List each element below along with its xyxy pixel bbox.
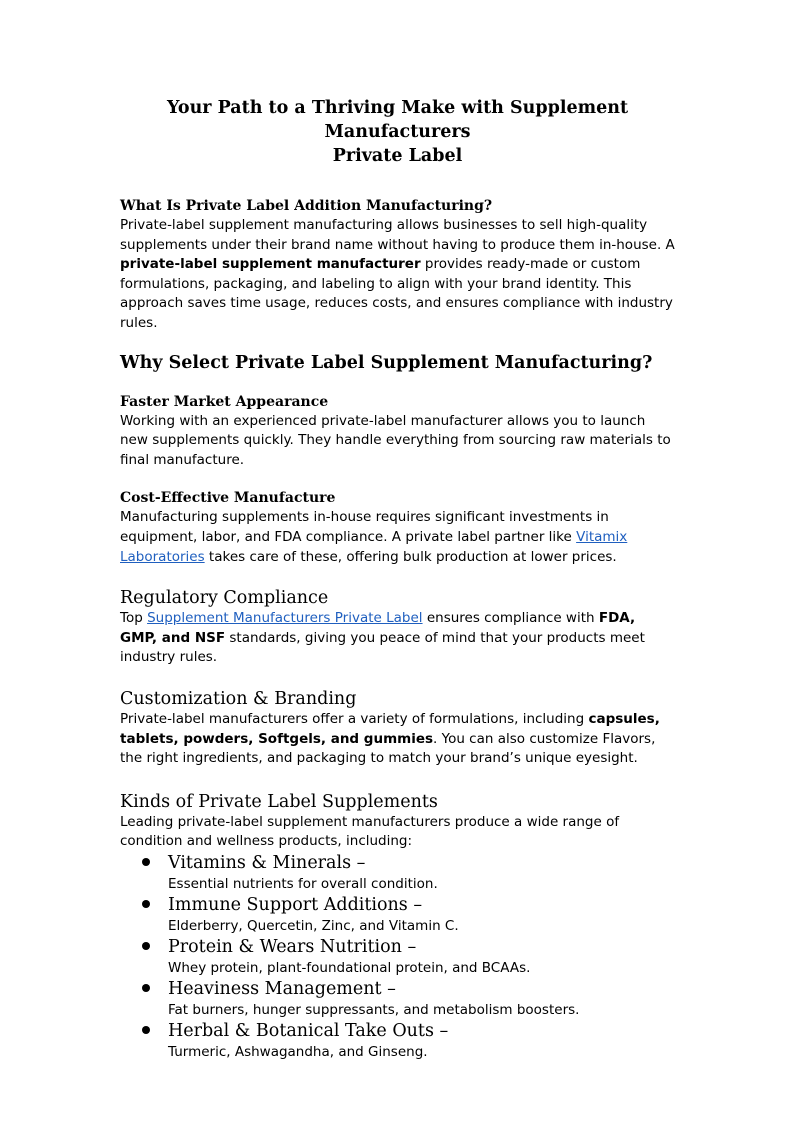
page-title — [120, 96, 675, 168]
bullet-icon — [142, 858, 150, 866]
faster-market-heading: Faster Market Appearance — [120, 393, 329, 410]
cost-effective-text-1: Manufacturing supplements in-house requires significant investments in equipment, labor, and FDA compliance. A private label partner like — [120, 509, 609, 545]
cost-effective-text-2: takes care of these, offering bulk production at lower prices. — [204, 548, 617, 565]
list-item-title: Immune Support Additions – — [168, 894, 423, 915]
bullet-icon — [142, 900, 150, 908]
customization-text-1: Private-label manufacturers offer a variety of formulations, including — [120, 710, 589, 727]
customization-paragraph — [120, 710, 675, 769]
customization-bold: capsules, tablets, powders, Softgels, and gummies — [120, 710, 660, 747]
regulatory-text-3: standards, giving you peace of mind that your products meet industry rules. — [120, 629, 645, 666]
list-item — [120, 1020, 675, 1062]
list-item-title: Heaviness Management – — [168, 978, 396, 999]
customization-text-2: . You can also customize Flavors, the right ingredients, and packaging to match your brand’s unique eyesight. — [120, 730, 656, 767]
list-item-desc: Elderberry, Quercetin, Zinc, and Vitamin C. — [168, 917, 459, 934]
regulatory-text-2: ensures compliance with — [422, 610, 599, 627]
faster-market-paragraph: Working with an experienced private-label manufacturer allows you to launch new supplements quickly. They handle everything from sourcing raw materials to final manufacture. — [120, 412, 671, 468]
why-select-heading: Why Select Private Label Supplement Manufacturing? — [120, 352, 653, 373]
what-is-paragraph — [120, 216, 675, 334]
bullet-icon — [142, 942, 150, 950]
regulatory-paragraph — [120, 609, 675, 668]
bullet-icon — [142, 984, 150, 992]
list-item-desc: Fat burners, hunger suppressants, and metabolism boosters. — [168, 1001, 580, 1018]
list-item — [120, 978, 675, 1020]
cost-effective-heading: Cost-Effective Manufacture — [120, 490, 336, 507]
kinds-list — [120, 852, 675, 1062]
document-page — [120, 96, 675, 1062]
list-item-desc: Whey protein, plant-foundational protein, and BCAAs. — [168, 959, 531, 976]
bullet-icon — [142, 1026, 150, 1034]
regulatory-bold: FDA, GMP, and NSF — [120, 610, 636, 646]
list-item — [120, 852, 675, 894]
what-is-text-2: provides ready-made or custom formulations, packaging, and labeling to align with your brand identity. This approach saves time usage, reduces costs, and ensures compliance with industry rules. — [120, 256, 673, 331]
list-item-desc: Essential nutrients for overall condition. — [168, 875, 438, 892]
list-item — [120, 936, 675, 978]
list-item-title: Protein & Wears Nutrition – — [168, 936, 417, 957]
what-is-heading: What Is Private Label Addition Manufacturing? — [120, 198, 493, 214]
customization-heading: Customization & Branding — [120, 688, 357, 709]
list-item-title: Herbal & Botanical Take Outs – — [168, 1020, 449, 1041]
kinds-heading: Kinds of Private Label Supplements — [120, 791, 438, 812]
page-title-line1: Your Path to a Thriving Make with Supplement Manufacturers — [166, 98, 629, 142]
regulatory-heading: Regulatory Compliance — [120, 588, 329, 609]
what-is-bold: private-label supplement manufacturer — [120, 256, 421, 273]
cost-effective-paragraph — [120, 508, 675, 567]
supplement-manufacturers-link[interactable]: Supplement Manufacturers Private Label — [147, 610, 423, 627]
what-is-text-1: Private-label supplement manufacturing allows businesses to sell high-quality supplements under their brand name without having to produce them in-house. A — [120, 217, 675, 253]
list-item — [120, 894, 675, 936]
vitamix-laboratories-link[interactable]: Vitamix Laboratories — [120, 528, 628, 565]
kinds-intro: Leading private-label supplement manufacturers produce a wide range of condition and wellness products, including: — [120, 813, 620, 850]
page-title-line2: Private Label — [332, 146, 463, 166]
list-item-desc: Turmeric, Ashwagandha, and Ginseng. — [168, 1043, 428, 1060]
regulatory-text-1: Top — [120, 610, 148, 627]
list-item-title: Vitamins & Minerals – — [168, 852, 366, 873]
